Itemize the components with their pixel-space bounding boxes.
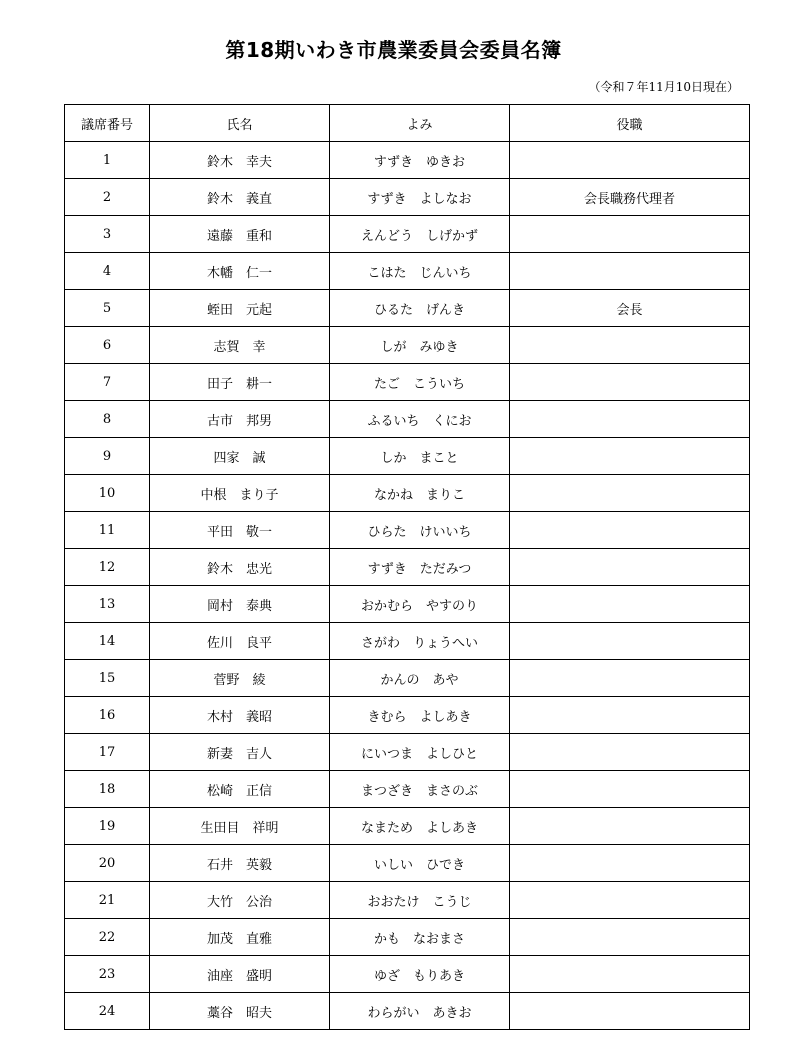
member-position-cell <box>510 734 750 771</box>
member-name-cell: 生田目 祥明 <box>150 808 330 845</box>
member-name-cell: 遠藤 重和 <box>150 216 330 253</box>
table-row <box>65 919 750 956</box>
member-name-cell: 木村 義昭 <box>150 697 330 734</box>
seat-number-cell: 15 <box>65 660 150 697</box>
table-row <box>65 586 750 623</box>
member-name-cell: 松崎 正信 <box>150 771 330 808</box>
table-row <box>65 697 750 734</box>
table-row <box>65 956 750 993</box>
member-reading-cell: こはた じんいち <box>330 253 510 290</box>
member-reading-cell: ふるいち くにお <box>330 401 510 438</box>
header-seat-number: 議席番号 <box>65 105 150 142</box>
member-reading-cell: にいつま よしひと <box>330 734 510 771</box>
member-position-cell <box>510 475 750 512</box>
member-position-cell: 会長職務代理者 <box>510 179 750 216</box>
seat-number-cell: 24 <box>65 993 150 1030</box>
member-reading-cell: すずき ゆきお <box>330 142 510 179</box>
member-position-cell <box>510 512 750 549</box>
member-reading-cell: たご こういち <box>330 364 510 401</box>
table-row <box>65 327 750 364</box>
seat-number-cell: 21 <box>65 882 150 919</box>
member-position-cell <box>510 956 750 993</box>
table-row <box>65 401 750 438</box>
member-position-cell <box>510 364 750 401</box>
member-reading-cell: ひるた げんき <box>330 290 510 327</box>
table-row <box>65 882 750 919</box>
table-row <box>65 475 750 512</box>
seat-number-cell: 3 <box>65 216 150 253</box>
member-reading-cell: おかむら やすのり <box>330 586 510 623</box>
member-position-cell <box>510 401 750 438</box>
table-row <box>65 993 750 1030</box>
table-row <box>65 290 750 327</box>
member-position-cell <box>510 216 750 253</box>
seat-number-cell: 7 <box>65 364 150 401</box>
member-reading-cell: かも なおまさ <box>330 919 510 956</box>
member-name-cell: 石井 英毅 <box>150 845 330 882</box>
member-name-cell: 岡村 泰典 <box>150 586 330 623</box>
member-position-cell <box>510 993 750 1030</box>
member-name-cell: 鈴木 幸夫 <box>150 142 330 179</box>
member-reading-cell: えんどう しげかず <box>330 216 510 253</box>
member-name-cell: 佐川 良平 <box>150 623 330 660</box>
member-reading-cell: さがわ りょうへい <box>330 623 510 660</box>
member-name-cell: 中根 まり子 <box>150 475 330 512</box>
member-position-cell <box>510 808 750 845</box>
table-row <box>65 179 750 216</box>
member-reading-cell: すずき ただみつ <box>330 549 510 586</box>
table-row <box>65 660 750 697</box>
header-name: 氏名 <box>150 105 330 142</box>
member-reading-cell: なかね まりこ <box>330 475 510 512</box>
table-row <box>65 771 750 808</box>
seat-number-cell: 19 <box>65 808 150 845</box>
table-row <box>65 364 750 401</box>
table-row <box>65 438 750 475</box>
committee-roster-table <box>64 104 750 1030</box>
table-row <box>65 142 750 179</box>
seat-number-cell: 14 <box>65 623 150 660</box>
table-header-row <box>65 105 750 142</box>
member-position-cell <box>510 549 750 586</box>
table-row <box>65 512 750 549</box>
seat-number-cell: 11 <box>65 512 150 549</box>
seat-number-cell: 23 <box>65 956 150 993</box>
member-name-cell: 加茂 直雅 <box>150 919 330 956</box>
seat-number-cell: 8 <box>65 401 150 438</box>
seat-number-cell: 9 <box>65 438 150 475</box>
member-position-cell <box>510 586 750 623</box>
member-position-cell <box>510 771 750 808</box>
as-of-date: （令和７年11月10日現在） <box>588 80 739 94</box>
header-reading: よみ <box>330 105 510 142</box>
member-reading-cell: すずき よしなお <box>330 179 510 216</box>
member-position-cell <box>510 845 750 882</box>
table-row <box>65 845 750 882</box>
member-reading-cell: ひらた けいいち <box>330 512 510 549</box>
member-position-cell <box>510 697 750 734</box>
member-reading-cell: きむら よしあき <box>330 697 510 734</box>
member-name-cell: 四家 誠 <box>150 438 330 475</box>
table-row <box>65 549 750 586</box>
seat-number-cell: 5 <box>65 290 150 327</box>
member-name-cell: 新妻 吉人 <box>150 734 330 771</box>
seat-number-cell: 20 <box>65 845 150 882</box>
seat-number-cell: 22 <box>65 919 150 956</box>
header-position: 役職 <box>510 105 750 142</box>
seat-number-cell: 12 <box>65 549 150 586</box>
seat-number-cell: 4 <box>65 253 150 290</box>
member-reading-cell: まつざき まさのぶ <box>330 771 510 808</box>
member-position-cell <box>510 882 750 919</box>
member-name-cell: 藁谷 昭夫 <box>150 993 330 1030</box>
member-reading-cell: しか まこと <box>330 438 510 475</box>
member-position-cell <box>510 438 750 475</box>
member-name-cell: 田子 耕一 <box>150 364 330 401</box>
member-reading-cell: いしい ひでき <box>330 845 510 882</box>
member-name-cell: 木幡 仁一 <box>150 253 330 290</box>
table-row <box>65 253 750 290</box>
member-reading-cell: おおたけ こうじ <box>330 882 510 919</box>
member-name-cell: 蛭田 元起 <box>150 290 330 327</box>
table-row <box>65 808 750 845</box>
member-name-cell: 菅野 綾 <box>150 660 330 697</box>
document-title: 第18期いわき市農業委員会委員名簿 <box>225 38 562 62</box>
member-reading-cell: ゆざ もりあき <box>330 956 510 993</box>
member-name-cell: 古市 邦男 <box>150 401 330 438</box>
seat-number-cell: 17 <box>65 734 150 771</box>
member-name-cell: 大竹 公治 <box>150 882 330 919</box>
member-name-cell: 鈴木 忠光 <box>150 549 330 586</box>
table-row <box>65 734 750 771</box>
member-position-cell <box>510 660 750 697</box>
roster-body <box>65 142 750 1030</box>
member-position-cell: 会長 <box>510 290 750 327</box>
member-position-cell <box>510 142 750 179</box>
member-position-cell <box>510 327 750 364</box>
table-row <box>65 216 750 253</box>
seat-number-cell: 16 <box>65 697 150 734</box>
member-name-cell: 志賀 幸 <box>150 327 330 364</box>
member-name-cell: 鈴木 義直 <box>150 179 330 216</box>
member-reading-cell: なまため よしあき <box>330 808 510 845</box>
member-reading-cell: しが みゆき <box>330 327 510 364</box>
seat-number-cell: 13 <box>65 586 150 623</box>
seat-number-cell: 1 <box>65 142 150 179</box>
table-row <box>65 623 750 660</box>
member-position-cell <box>510 253 750 290</box>
member-name-cell: 平田 敬一 <box>150 512 330 549</box>
seat-number-cell: 2 <box>65 179 150 216</box>
seat-number-cell: 6 <box>65 327 150 364</box>
member-reading-cell: かんの あや <box>330 660 510 697</box>
member-name-cell: 油座 盛明 <box>150 956 330 993</box>
seat-number-cell: 10 <box>65 475 150 512</box>
member-position-cell <box>510 919 750 956</box>
seat-number-cell: 18 <box>65 771 150 808</box>
member-reading-cell: わらがい あきお <box>330 993 510 1030</box>
member-position-cell <box>510 623 750 660</box>
